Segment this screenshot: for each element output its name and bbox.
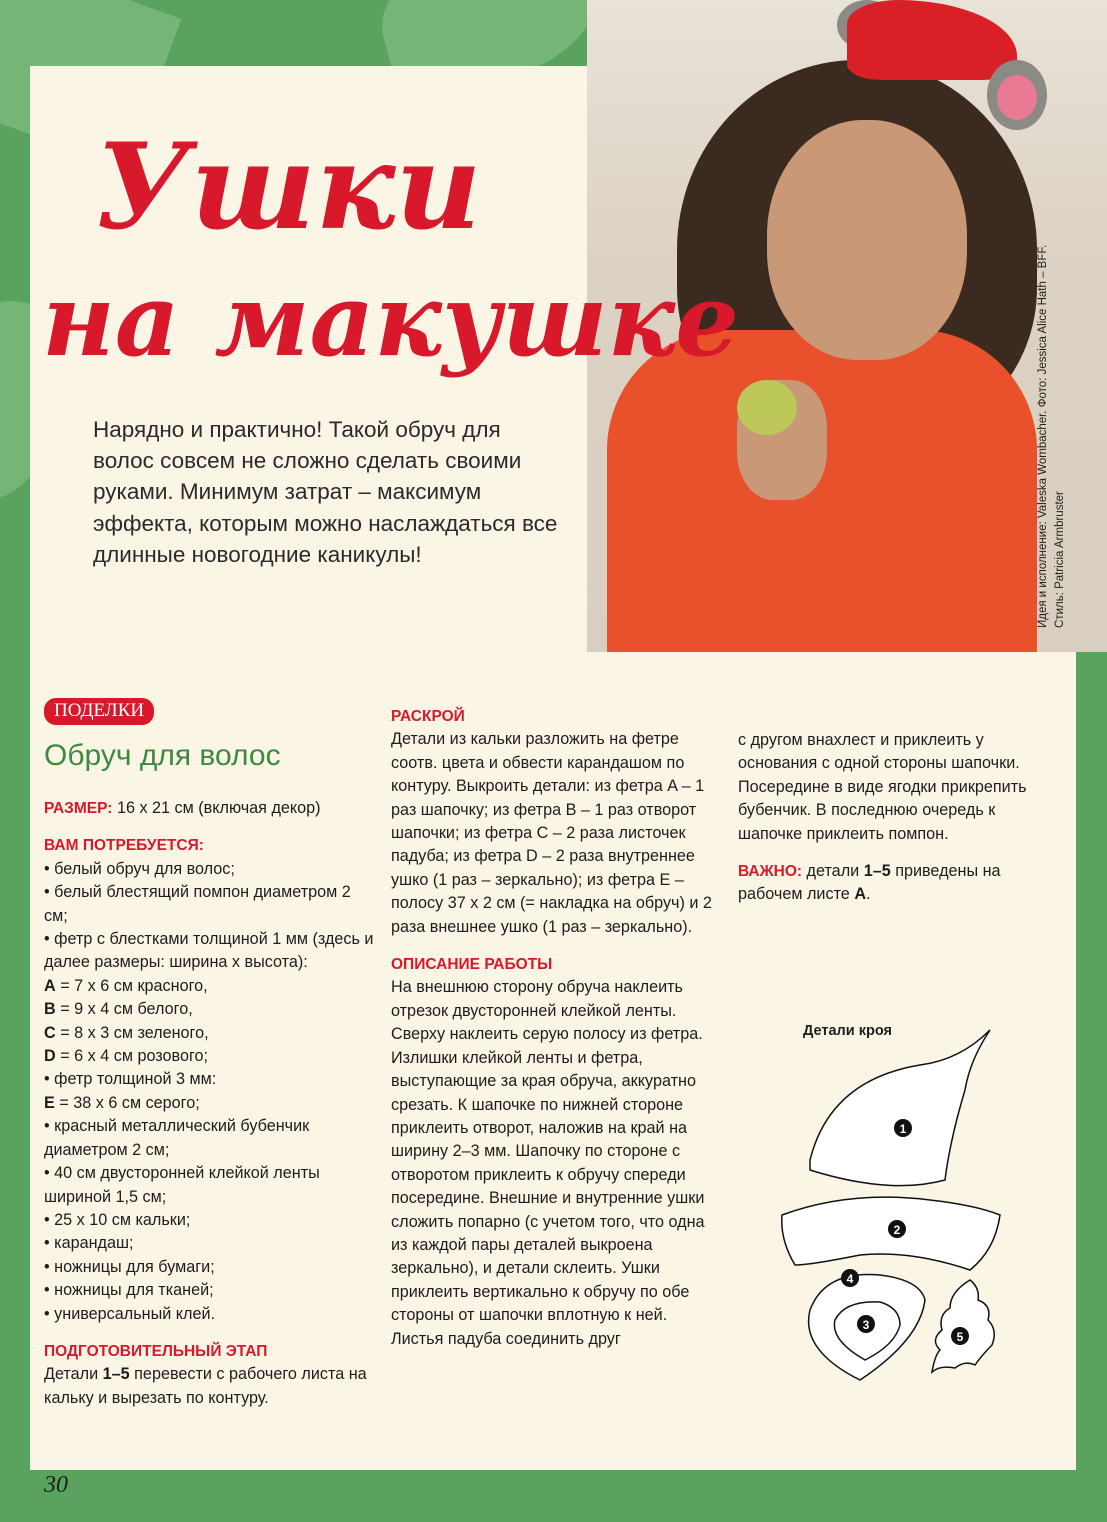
material-item: • 40 см двусторонней клейкой ленты шириной 1,5 см; bbox=[44, 1164, 320, 1206]
work-heading: ОПИСАНИЕ РАБОТЫ bbox=[391, 956, 553, 974]
photo-santa-hat bbox=[847, 0, 1017, 80]
material-item: • белый блестящий помпон диаметром 2 см; bbox=[44, 883, 351, 925]
material-item: • карандаш; bbox=[44, 1234, 134, 1253]
photo-macaron bbox=[737, 380, 797, 435]
pattern-label-1: 1 bbox=[899, 1122, 907, 1136]
letter-b: B bbox=[44, 1000, 56, 1019]
column-3 bbox=[738, 729, 1058, 907]
material-item: • белый обруч для волос; bbox=[44, 859, 235, 878]
letter-a: A bbox=[44, 976, 56, 995]
material-item: • ножницы для тканей; bbox=[44, 1281, 214, 1300]
column-2 bbox=[391, 705, 721, 1351]
letter-c: C bbox=[44, 1023, 56, 1042]
size-label: РАЗМЕР: bbox=[44, 800, 113, 817]
size-line bbox=[44, 797, 376, 820]
diagram-title: Детали кроя bbox=[803, 1023, 892, 1039]
photo-ear-right-inner bbox=[997, 75, 1037, 120]
work-text-1: На внешнюю сторону обруча наклеить отрезок двусторонней клейкой ленты. Сверху наклеить серую полосу из фетра. bbox=[391, 978, 703, 1044]
pattern-piece-holly-leaf bbox=[932, 1280, 994, 1372]
material-item: • фетр с блестками толщиной 1 мм (здесь и далее размеры: ширина x высота): bbox=[44, 930, 374, 972]
page-title-line1: Ушки bbox=[95, 117, 482, 256]
cutting-text: Детали из кальки разложить на фетре соотв. цвета и обвести карандашом по контуру. Выкроить детали: из фетра A – 1 раз шапочку; из фетра B – 1 раз отворот шапочки; из фетра C – 2 раза листочек падуба; из фетра D – 2 раза внутреннее ушко (1 раз – зеркально); из фетра E – полосу 37 x 2 см (= накладка на обруч) и 2 раза внешнее ушко (1 раз – зеркально). bbox=[391, 730, 712, 936]
pattern-label-2: 2 bbox=[893, 1223, 901, 1237]
important-note: ВАЖНО: детали 1–5 приведены на рабочем листе A. bbox=[738, 862, 1001, 904]
material-item: • универсальный клей. bbox=[44, 1304, 216, 1323]
pattern-label-5: 5 bbox=[956, 1330, 964, 1344]
article-subtitle: Обруч для волос bbox=[44, 739, 281, 772]
material-item: E = 38 x 6 см серого; bbox=[44, 1093, 200, 1112]
material-item: C = 8 x 3 см зеленого, bbox=[44, 1023, 209, 1042]
lead-paragraph: Нарядно и практично! Такой обруч для волос совсем не сложно сделать своими руками. Минимум затрат – максимум эффекта, которым можно наслаждаться все длинные новогодние каникулы! bbox=[93, 417, 558, 567]
pattern-piece-hat bbox=[810, 1030, 990, 1186]
work-text-2: Излишки клейкой ленты и фетра, выступающие за края обруча, аккуратно срезать. К шапочке по нижней стороне приклеить отворот, наложив на край на ширину 2–3 мм. Шапочку по стороне с отворотом приклеить к обручу спереди посередине. Внешние и внутренние ушки сложить попарно (с учетом того, что одна из каждой пары деталей выкроена зеркально), и детали склеить. Ушки приклеить вертикально к обручу по обе стороны от шапочки вплотную к ней. Листья падуба соединить друг bbox=[391, 1048, 705, 1348]
cutting-heading: РАСКРОЙ bbox=[391, 708, 465, 725]
credit-line-1: Идея и исполнение: Valeska Wombacher. Фото: Jessica Alice Hath – BFF. bbox=[1037, 244, 1049, 628]
materials-heading: ВАМ ПОТРЕБУЕТСЯ: bbox=[44, 837, 204, 855]
material-item: B = 9 x 4 см белого, bbox=[44, 1000, 193, 1019]
material-item: A = 7 x 6 см красного, bbox=[44, 976, 208, 995]
size-value: 16 x 21 см (включая декор) bbox=[116, 799, 321, 817]
pattern-diagram bbox=[770, 1020, 1030, 1400]
work-text-3: с другом внахлест и приклеить у основания с одной стороны шапочки. Посередине в виде ягодки прикрепить бубенчик. В последнюю очередь к шапочке приклеить помпон. bbox=[738, 731, 1027, 843]
material-item: D = 6 x 4 см розового; bbox=[44, 1047, 209, 1066]
prep-text: Детали 1–5 перевести с рабочего листа на кальку и вырезать по контуру. bbox=[44, 1365, 367, 1407]
pattern-label-4: 4 bbox=[846, 1272, 854, 1286]
material-item: • ножницы для бумаги; bbox=[44, 1257, 215, 1276]
material-item: • фетр толщиной 3 мм: bbox=[44, 1070, 217, 1089]
letter-e: E bbox=[44, 1093, 55, 1112]
page-title-line2: на макушке bbox=[42, 261, 739, 379]
photo-credit bbox=[1035, 245, 1069, 628]
letter-d: D bbox=[44, 1047, 56, 1066]
page-number: 30 bbox=[44, 1472, 68, 1498]
credit-line-2: Стиль: Patricia Armbruster bbox=[1054, 491, 1066, 628]
material-item: • 25 x 10 см кальки; bbox=[44, 1210, 191, 1229]
material-item: • красный металлический бубенчик диаметром 2 см; bbox=[44, 1117, 310, 1159]
column-1 bbox=[44, 797, 376, 1410]
prep-heading: ПОДГОТОВИТЕЛЬНЫЙ ЭТАП bbox=[44, 1342, 268, 1360]
photo-face bbox=[767, 120, 967, 360]
pattern-label-3: 3 bbox=[862, 1318, 870, 1332]
section-badge: ПОДЕЛКИ bbox=[44, 698, 154, 725]
